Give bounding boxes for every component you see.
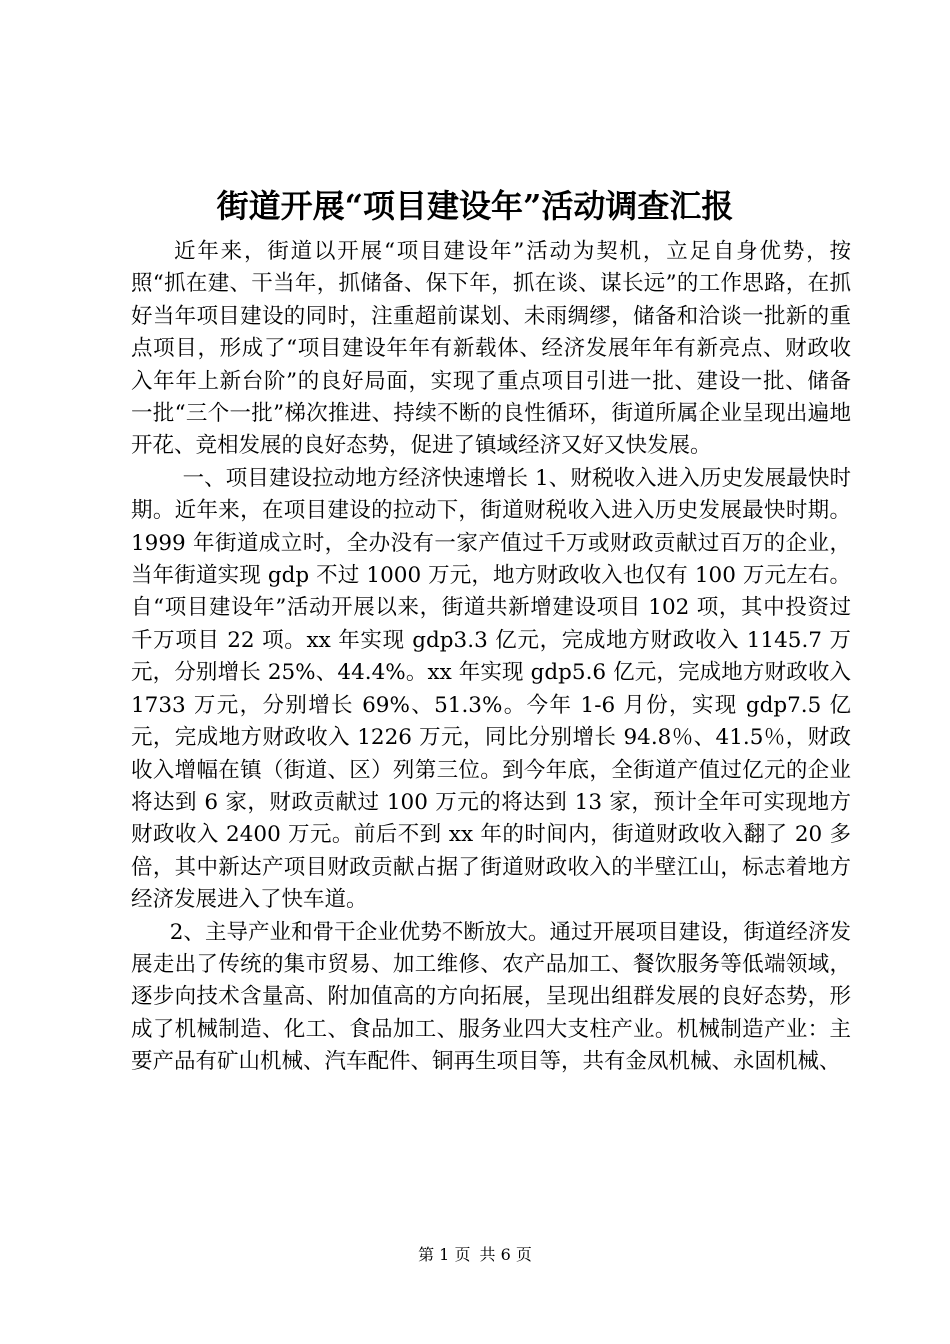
paragraph-section-one: 一、项目建设拉动地方经济快速增长 1、财税收入进入历史发展最快时期。近年来，在项目建设的拉动下，街道财税收入进入历史发展最快时期。1999 年街道成立时，全办没有一家产值过千万或财政贡献过百万的企业，当年街道实现 gdp 不过 1000 万元，地方财政收入也仅有 100 万元左右。自“项目建设年”活动开展以来，街道共新增建设项目 102 项，其中投资过千万项目 22 项。xx 年实现 gdp3.3 亿元，完成地方财政收入 1145.7 万元，分别增长 25%、44.4%。xx 年实现 gdp5.6 亿元，完成地方财政收入 1733 万元，分别增长 69%、51.3%。今年 1-6 月份，实现 gdp7.5 亿元，完成地方财政收入 1226 万元，同比分别增长 94.8％、41.5％，财政收入增幅在镇（街道、区）列第三位。到今年底，全街道产值过亿元的企业将达到 6 家，财政贡献过 100 万元的将达到 13 家，预计全年可实现地方财政收入 2400 万元。前后不到 xx 年的时间内，街道财政收入翻了 20 多倍，其中新达产项目财政贡献占据了街道财政收入的半壁江山，标志着地方经济发展进入了快车道。 <box>131 465 851 913</box>
document-title: 街道开展“项目建设年”活动调查汇报 <box>216 187 734 225</box>
page-total: 共 6 页 <box>479 1245 532 1264</box>
page-number: 第 1 页 <box>418 1245 471 1264</box>
page-footer <box>0 1244 950 1266</box>
document-body <box>131 236 851 1079</box>
paragraph-section-two: 2、主导产业和骨干企业优势不断放大。通过开展项目建设，街道经济发展走出了传统的集市贸易、加工维修、农产品加工、餐饮服务等低端领域，逐步向技术含量高、附加值高的方向拓展，呈现出组群发展的良好态势，形成了机械制造、化工、食品加工、服务业四大支柱产业。机械制造产业：主要产品有矿山机械、汽车配件、铜再生项目等，共有金凤机械、永固机械、 <box>131 919 851 1075</box>
paragraph-intro: 近年来，街道以开展“项目建设年”活动为契机，立足自身优势，按照“抓在建、干当年，抓储备、保下年，抓在谈、谋长远”的工作思路，在抓好当年项目建设的同时，注重超前谋划、未雨绸缪，储备和洽谈一批新的重点项目，形成了“项目建设年年有新载体、经济发展年年有新亮点、财政收入年年上新台阶”的良好局面，实现了重点项目引进一批、建设一批、储备一批“三个一批”梯次推进、持续不断的良性循环，街道所属企业呈现出遍地开花、竞相发展的良好态势，促进了镇域经济又好又快发展。 <box>131 239 851 459</box>
